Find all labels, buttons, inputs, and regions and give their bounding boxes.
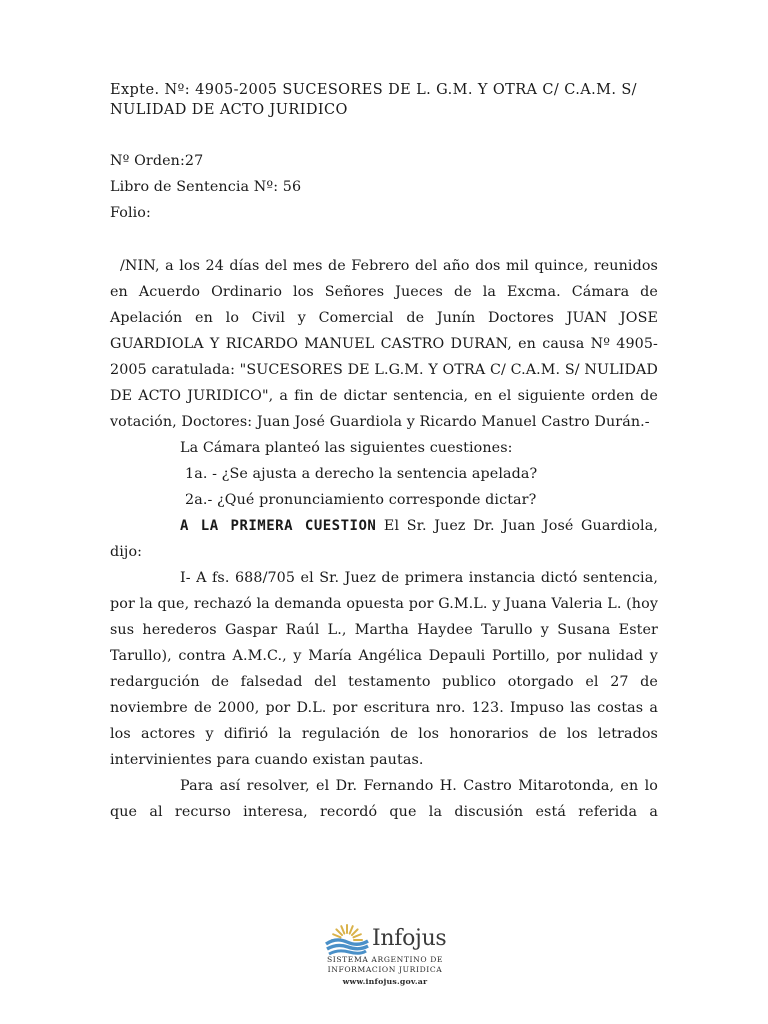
first-question-heading: A LA PRIMERA CUESTION [180, 518, 377, 534]
brand-name: Infojus [372, 926, 447, 951]
first-question-speaker: El Sr. Juez Dr. Juan José Guardiola, dijo: [110, 518, 658, 560]
brand-tagline-2: INFORMACION JURIDICA [327, 965, 443, 974]
paragraph-i: I- A fs. 688/705 el Sr. Juez de primera instancia dictó sentencia, por la que, rechazó la demanda opuesta por G.M.L. y Juana Valeria L. (hoy sus herederos Gaspar Raúl L., Martha Haydee Tarullo y Susana Ester Tarullo), contra A.M.C., y María Angélica Depauli Portillo, por nulidad y redargución de falsedad del testamento publico otorgado el 27 de noviembre de 2000, por D.L. por escritura nro. 123. Impuso las costas a los actores y difirió la regulación de los honorarios de los letrados intervinientes para cuando existan pautas. [110, 570, 658, 768]
first-question-paragraph [110, 513, 658, 565]
case-metadata [110, 148, 658, 226]
sun-emblem-icon [324, 924, 370, 956]
case-header-line-2: NULIDAD DE ACTO JURIDICO [110, 102, 348, 118]
document-body [110, 253, 658, 825]
case-header-line-1: Expte. Nº: 4905-2005 SUCESORES DE L. G.M. Y OTRA C/ C.A.M. S/ [110, 82, 637, 98]
folio: Folio: [110, 205, 151, 221]
intro-paragraph: /NIN, a los 24 días del mes de Febrero del año dos mil quince, reunidos en Acuerdo Ordinario los Señores Jueces de la Excma. Cámara de Apelación en lo Civil y Comercial de Junín Doctores JUAN JOSE GUARDIOLA Y RICARDO MANUEL CASTRO DURAN, en causa Nº 4905-2005 caratulada: "SUCESORES DE L.G.M. Y OTRA C/ C.A.M. S/ NULIDAD DE ACTO JURIDICO", a fin de dictar sentencia, en el siguiente orden de votación, Doctores: Juan José Guardiola y Ricardo Manuel Castro Durán.- [110, 258, 658, 430]
brand-url: www.infojus.gov.ar [342, 977, 428, 986]
infojus-logo [320, 922, 450, 994]
paragraph-resolution: Para así resolver, el Dr. Fernando H. Castro Mitarotonda, en lo que al recurso interesa, recordó que la discusión está referida a [110, 778, 658, 820]
sentence-book: Libro de Sentencia Nº: 56 [110, 179, 302, 195]
question-2: 2a.- ¿Qué pronunciamiento corresponde dictar? [185, 492, 537, 508]
case-header [110, 80, 658, 120]
brand-tagline-1: SISTEMA ARGENTINO DE [326, 955, 444, 964]
question-1: 1a. - ¿Se ajusta a derecho la sentencia apelada? [185, 466, 538, 482]
order-number: Nº Orden:27 [110, 153, 204, 169]
questions-intro: La Cámara planteó las siguientes cuestiones: [180, 440, 513, 456]
